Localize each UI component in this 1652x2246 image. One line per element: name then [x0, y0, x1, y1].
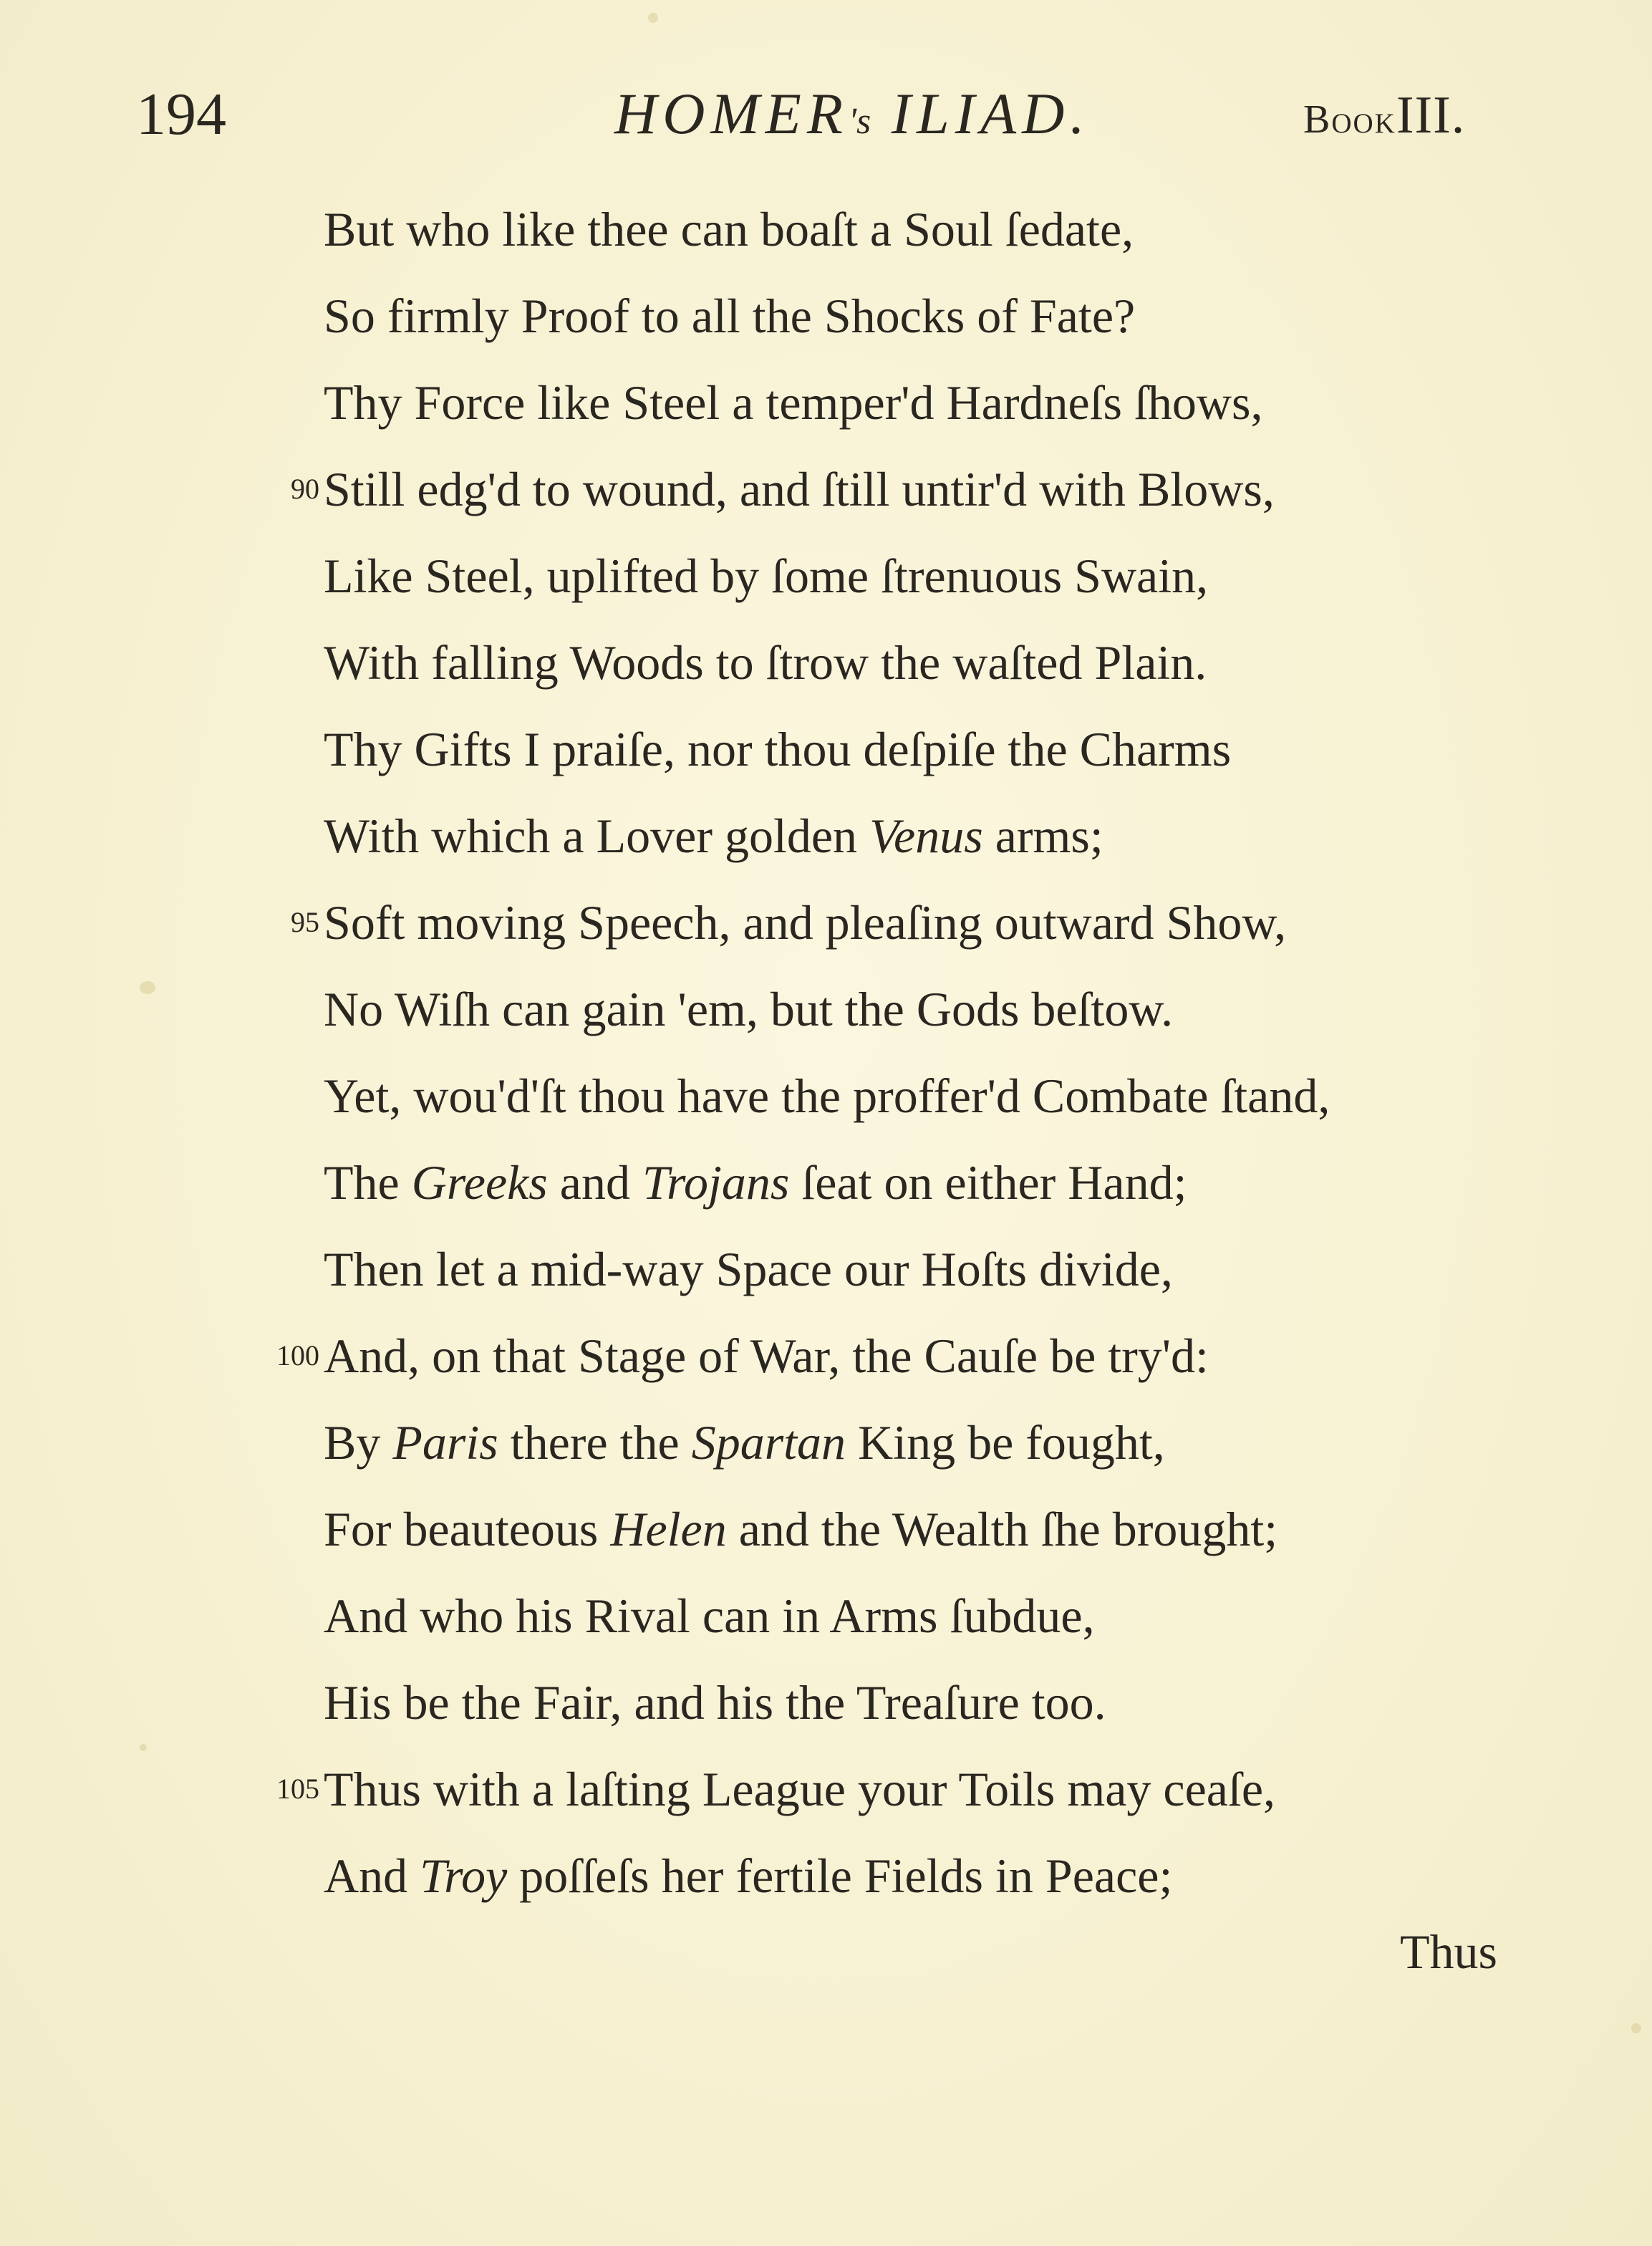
verse-text: there the [498, 1415, 692, 1470]
verse-text: But who like thee can boaſt a Soul ſedate, [324, 202, 1134, 256]
verse-line [324, 1493, 1277, 1565]
verse-line [324, 973, 1173, 1045]
verse-text: Like Steel, uplifted by ſome ſtrenuous Swain, [324, 549, 1209, 603]
paper-stain [140, 981, 155, 994]
verse-text: Thy Force like Steel a temper'd Hardneſs ſhows, [324, 375, 1263, 430]
line-number: 90 [291, 473, 319, 505]
verse-text: and the Wealth ſhe brought; [726, 1502, 1278, 1556]
verse-line [324, 280, 1135, 352]
paper-stain [1631, 2023, 1641, 2033]
book-word: Book [1303, 97, 1396, 142]
verse-text: poſſeſs her fertile Fields in Peace; [507, 1849, 1173, 1903]
verse-text: By [324, 1415, 393, 1470]
verse-text: For beauteous [324, 1502, 611, 1556]
line-number: 95 [291, 906, 319, 938]
verse-text: And who his Rival can in Arms ſubdue, [324, 1589, 1095, 1643]
verse-text: The [324, 1155, 412, 1210]
running-title-possessive: 's [848, 101, 871, 142]
running-title [614, 81, 1091, 146]
italic-name: Troy [420, 1849, 508, 1903]
verse-text: Then let a mid-way Space our Hoſts divide, [324, 1242, 1173, 1296]
verse-text: Thus with a laſting League your Toils may ceaſe, [324, 1762, 1276, 1816]
catchword: Thus [1400, 1924, 1497, 1979]
verse-line [324, 1147, 1187, 1218]
running-title-author: HOMER [614, 81, 849, 146]
italic-name: Helen [610, 1502, 727, 1556]
paper-stain [648, 13, 658, 23]
verse-text: Yet, wou'd'ſt thou have the proffer'd Combate ſtand, [324, 1069, 1330, 1123]
verse-text: ſeat on either Hand; [789, 1155, 1187, 1210]
line-number: 100 [276, 1339, 319, 1372]
verse-text: And, on that Stage of War, the Cauſe be try'd: [324, 1329, 1209, 1383]
italic-name: Paris [392, 1415, 498, 1470]
paper-stain [140, 1744, 147, 1751]
verse-line [324, 367, 1262, 438]
verse-line [324, 1060, 1330, 1132]
verse-text: King be fought, [846, 1415, 1165, 1470]
verse-line [324, 713, 1231, 785]
verse-line [324, 1840, 1172, 1912]
book-indicator [1303, 86, 1466, 145]
italic-name: Greeks [411, 1155, 548, 1210]
verse-text: arms; [982, 809, 1103, 863]
italic-name: Spartan [691, 1415, 846, 1470]
verse-text: With which a Lover golden [324, 809, 870, 863]
verse-line [324, 800, 1103, 872]
page-number: 194 [136, 81, 226, 148]
verse-text: His be the Fair, and his the Treaſure too. [324, 1675, 1106, 1730]
verse-line [324, 1407, 1165, 1478]
italic-name: Trojans [642, 1155, 790, 1210]
verse-text: Still edg'd to wound, and ſtill untir'd with Blows, [324, 462, 1275, 516]
verse-line [324, 887, 1286, 958]
verse-text: and [547, 1155, 642, 1210]
verse-text: Soft moving Speech, and pleaſing outward Show, [324, 895, 1287, 950]
running-title-work: ILIAD. [871, 81, 1091, 146]
verse-line [324, 540, 1208, 612]
verse-line [324, 1667, 1106, 1738]
verse-line [324, 1320, 1209, 1392]
verse-text: No Wiſh can gain 'em, but the Gods beſtow. [324, 982, 1174, 1036]
verse-line [324, 627, 1207, 698]
verse-text: With falling Woods to ſtrow the waſted Plain. [324, 635, 1207, 690]
verse-line [324, 1233, 1173, 1305]
verse-line [324, 193, 1134, 265]
italic-name: Venus [869, 809, 983, 863]
verse-text: Thy Gifts I praiſe, nor thou deſpiſe the Charms [324, 722, 1232, 776]
line-number: 105 [276, 1773, 319, 1805]
verse-line [324, 1580, 1095, 1652]
verse-line [324, 1753, 1275, 1825]
verse-text: So firmly Proof to all the Shocks of Fate? [324, 289, 1136, 343]
book-number: III. [1396, 86, 1466, 145]
verse-text: And [324, 1849, 420, 1903]
verse-line [324, 453, 1275, 525]
